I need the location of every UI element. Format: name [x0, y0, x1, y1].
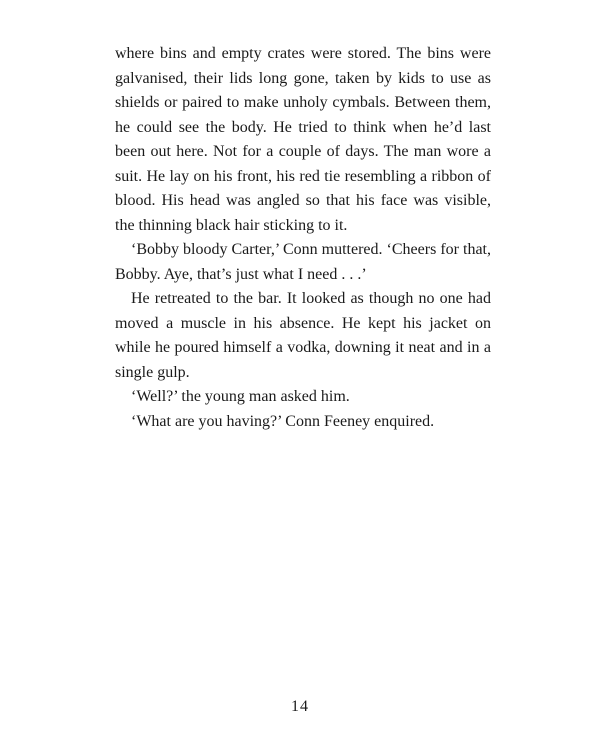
body-text: [115, 42, 491, 434]
paragraph-continuation: where bins and empty crates were stored. The bins were galvanised, their lids long gone, taken by kids to use as shields or paired to make unholy cymbals. Between them, he could see the body. He tried to think when he’d last been out here. Not for a couple of days. The man wore a suit. He lay on his front, his red tie resembling a ribbon of blood. His head was angled so that his face was visible, the thinning black hair sticking to it.: [115, 45, 491, 234]
page-number: 14: [291, 698, 309, 715]
paragraph-retreat: He retreated to the bar. It looked as though no one had moved a muscle in his absence. He kept his jacket on while he poured himself a vodka, downing it neat and in a single gulp.: [115, 290, 491, 381]
paragraph-dialogue-conn: ‘Bobby bloody Carter,’ Conn muttered. ‘Cheers for that, Bobby. Aye, that’s just what I need . . .’: [115, 241, 491, 283]
paragraph-dialogue-young-man: ‘Well?’ the young man asked him.: [131, 388, 350, 405]
paragraph-dialogue-feeney: ‘What are you having?’ Conn Feeney enquired.: [131, 412, 435, 430]
